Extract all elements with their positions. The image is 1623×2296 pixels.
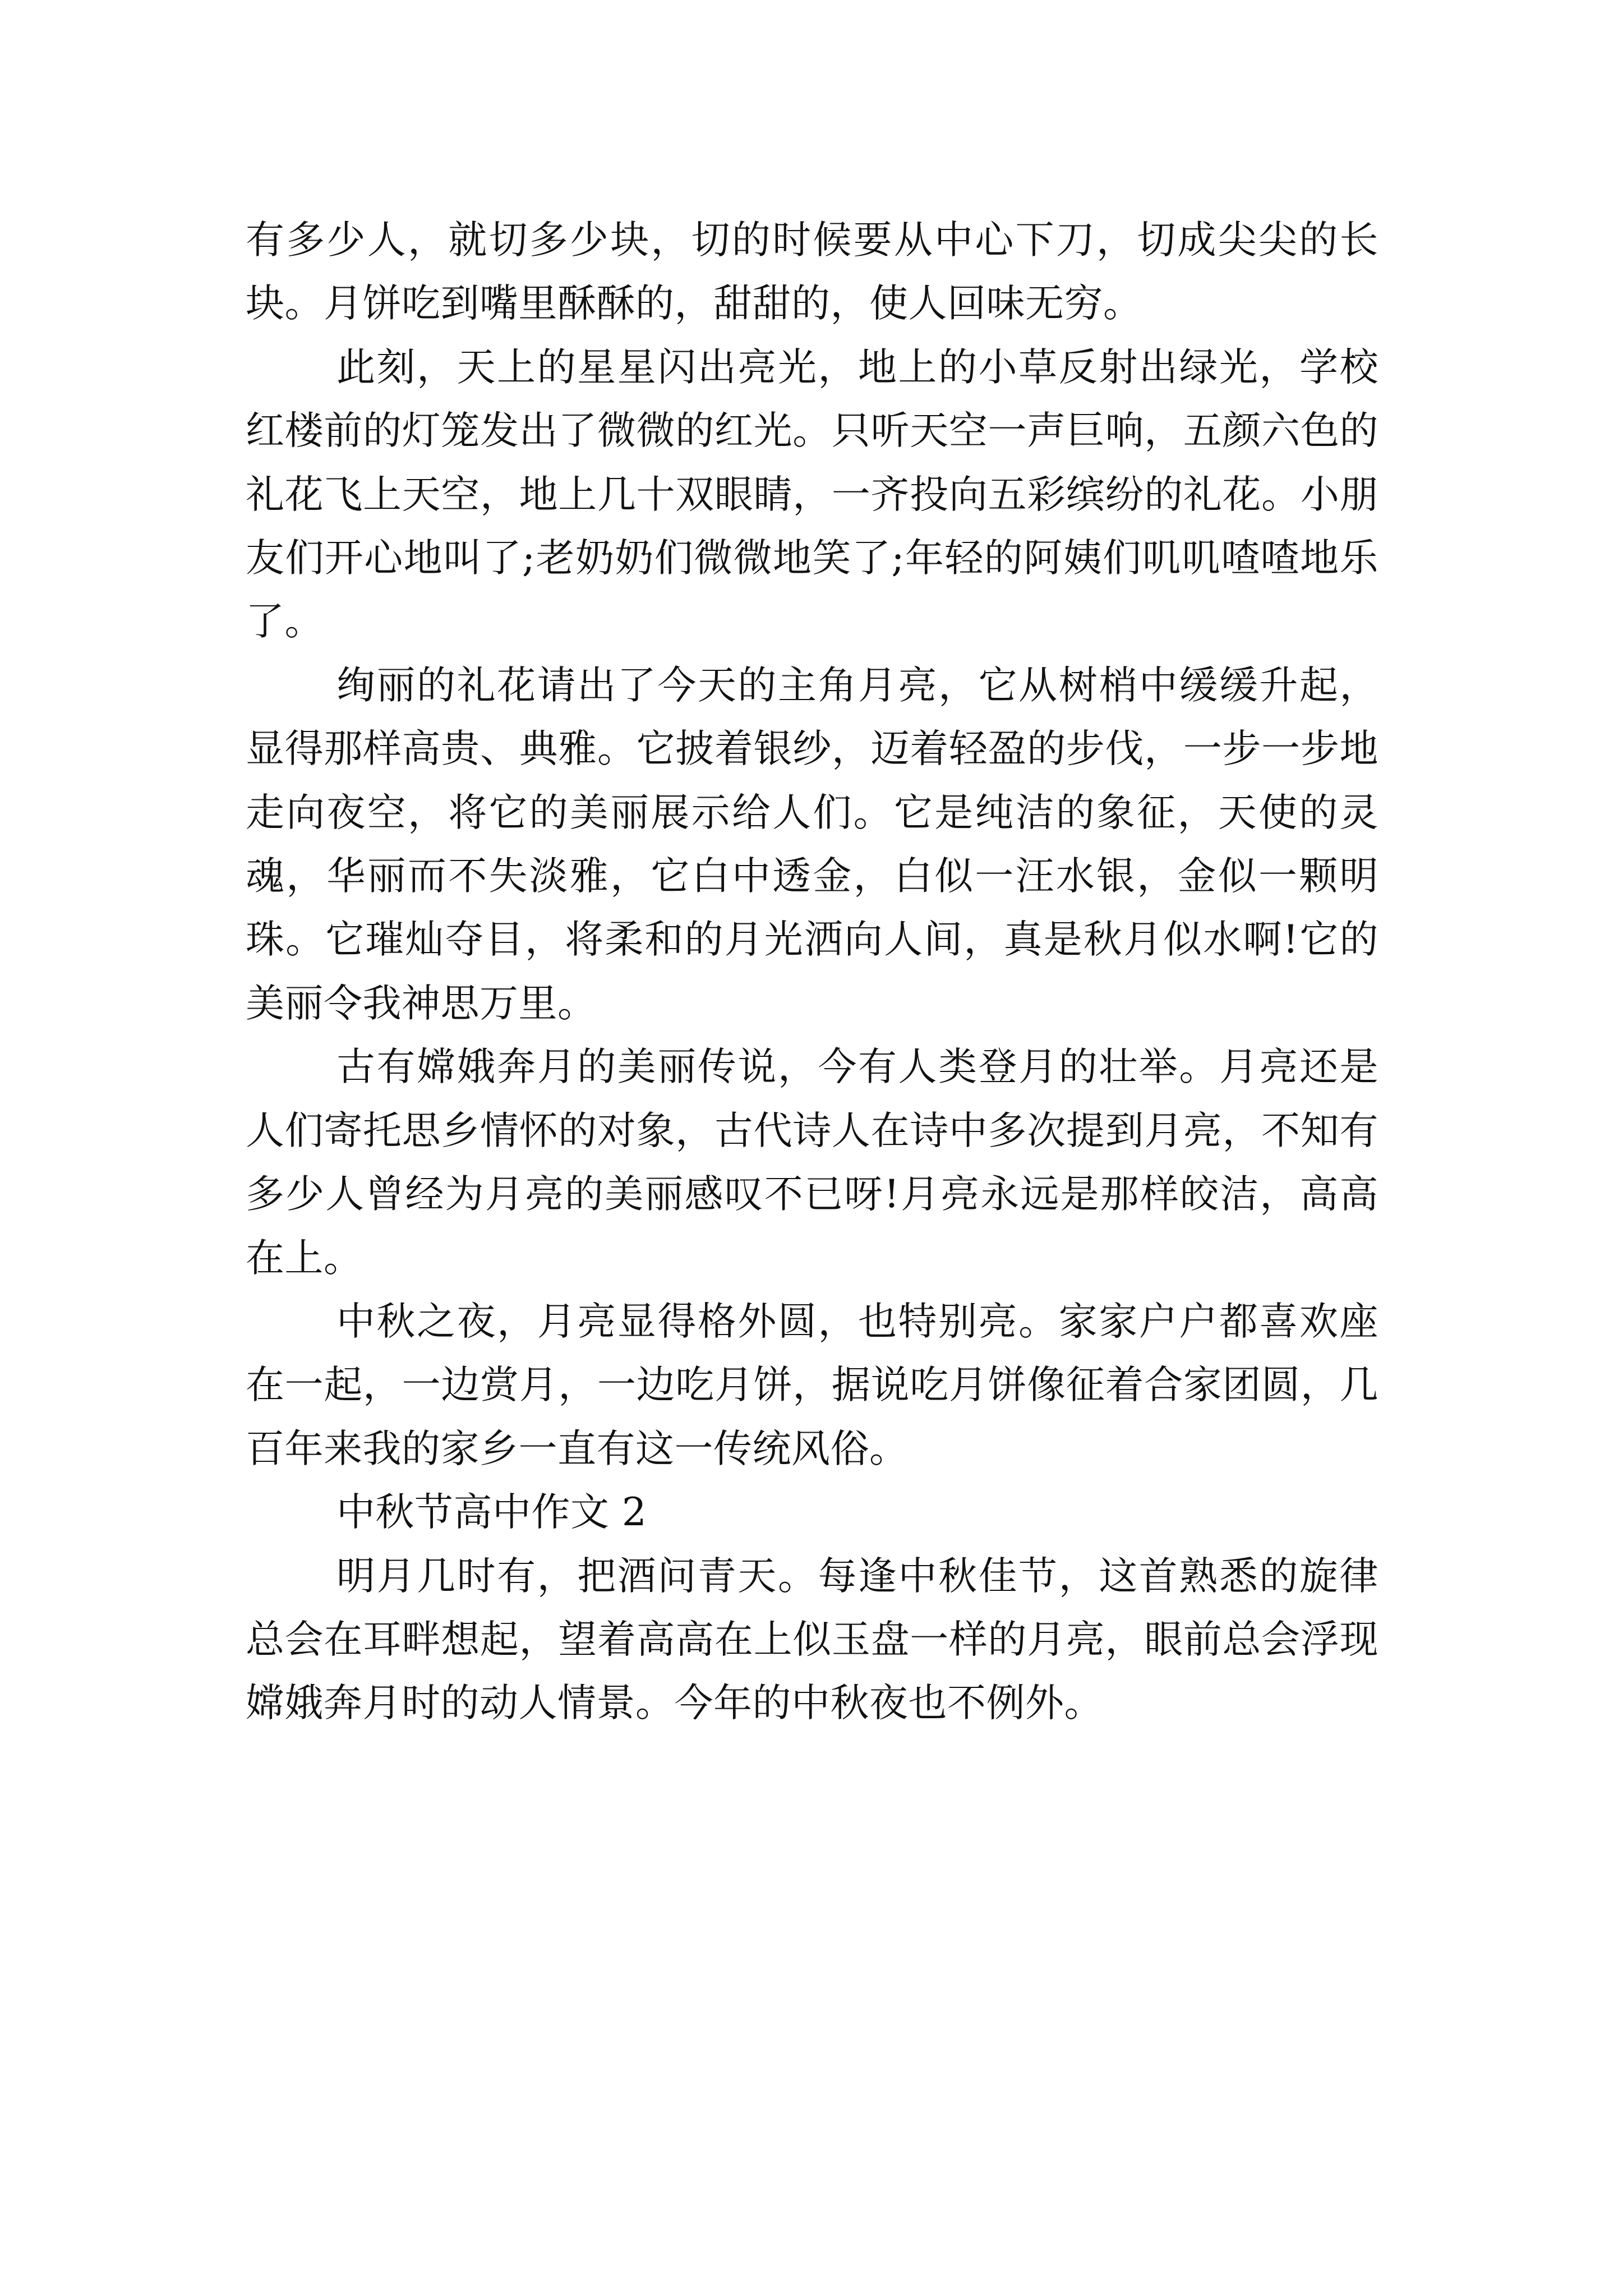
paragraph-3: 绚丽的礼花请出了今天的主角月亮，它从树梢中缓缓升起，显得那样高贵、典雅。它披着银纱，迈着轻盈的步伐，一步一步地走向夜空，将它的美丽展示给人们。它是纯洁的象征，天使的灵魂，华丽而不失淡雅，它白中透金，白似一汪水银，金似一颗明珠。它璀灿夺目，将柔和的月光洒向人间，真是秋月似水啊!它的美丽令我神思万里。 [246, 662, 1378, 1026]
paragraph-2: 此刻，天上的星星闪出亮光，地上的小草反射出绿光，学校红楼前的灯笼发出了微微的红光。只听天空一声巨响，五颜六色的礼花飞上天空，地上几十双眼睛，一齐投向五彩缤纷的礼花。小朋友们开心地叫了;老奶奶们微微地笑了;年轻的阿姨们叽叽喳喳地乐了。 [246, 344, 1378, 645]
document-body [246, 209, 1378, 1736]
paragraph-final: 明月几时有，把酒问青天。每逢中秋佳节，这首熟悉的旋律总会在耳畔想起，望着高高在上似玉盘一样的月亮，眼前总会浮现嫦娥奔月时的动人情景。今年的中秋夜也不例外。 [246, 1553, 1378, 1726]
section-heading: 中秋节高中作文 2 [336, 1490, 647, 1535]
paragraph-5: 中秋之夜，月亮显得格外圆，也特别亮。家家户户都喜欢座在一起，一边赏月，一边吃月饼，据说吃月饼像征着合家团圆，几百年来我的家乡一直有这一传统风俗。 [246, 1299, 1378, 1471]
paragraph-1: 有多少人，就切多少块，切的时候要从中心下刀，切成尖尖的长块。月饼吃到嘴里酥酥的，甜甜的，使人回味无穷。 [246, 218, 1378, 326]
paragraph-4: 古有嫦娥奔月的美丽传说，今有人类登月的壮举。月亮还是人们寄托思乡情怀的对象，古代诗人在诗中多次提到月亮，不知有多少人曾经为月亮的美丽感叹不已呀!月亮永远是那样皎洁，高高在上。 [246, 1045, 1378, 1281]
